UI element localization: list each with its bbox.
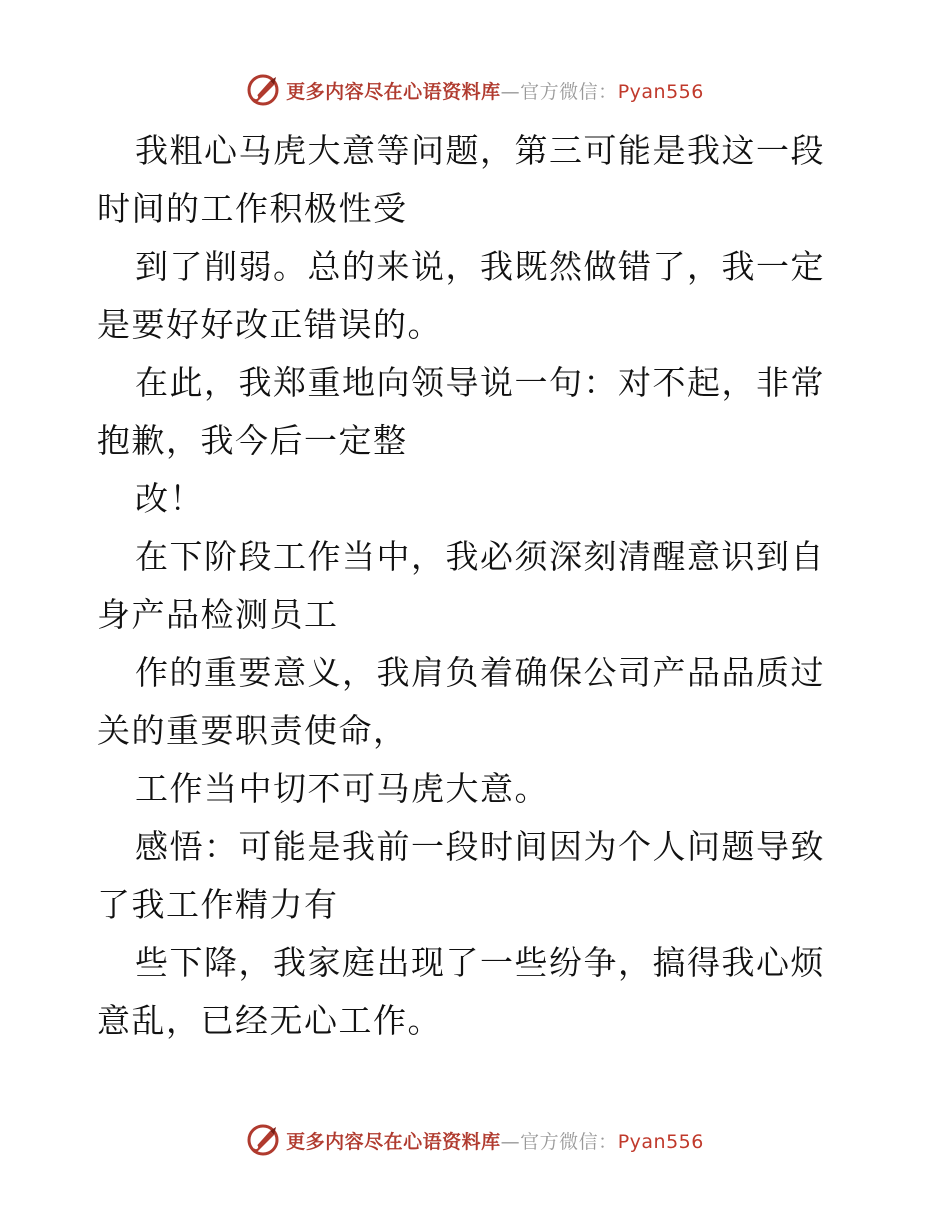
banner-separator: — bbox=[500, 1130, 521, 1153]
paragraph: 工作当中切不可马虎大意。 bbox=[135, 769, 549, 808]
paragraph: 在下阶段工作当中，我必须深刻清醒意识到自身产品检测员工 bbox=[97, 537, 825, 634]
paragraph: 感悟：可能是我前一段时间因为个人问题导致了我工作精力有 bbox=[97, 827, 825, 924]
quill-logo-icon bbox=[246, 73, 280, 107]
paragraph: 些下降，我家庭出现了一些纷争，搞得我心烦意乱，已经无心工作。 bbox=[97, 943, 825, 1040]
wechat-id: Pyan556 bbox=[617, 1130, 704, 1153]
paragraph: 到了削弱。总的来说，我既然做错了，我一定是要好好改正错误的。 bbox=[97, 247, 825, 344]
wechat-id: Pyan556 bbox=[617, 80, 704, 103]
banner-separator: — bbox=[500, 80, 521, 103]
footer-banner-text bbox=[286, 1127, 704, 1154]
document-body bbox=[97, 122, 857, 1050]
wechat-label: 官方微信： bbox=[520, 1130, 618, 1153]
footer-banner bbox=[0, 1120, 950, 1160]
site-name: 更多内容尽在心语资料库 bbox=[286, 80, 501, 103]
paragraph: 作的重要意义，我肩负着确保公司产品品质过关的重要职责使命， bbox=[97, 653, 825, 750]
paragraph: 我粗心马虎大意等问题，第三可能是我这一段时间的工作积极性受 bbox=[97, 131, 825, 228]
paragraph: 改！ bbox=[135, 479, 204, 518]
site-name: 更多内容尽在心语资料库 bbox=[286, 1130, 501, 1153]
header-banner-content bbox=[246, 73, 704, 107]
footer-banner-content bbox=[246, 1123, 704, 1157]
quill-logo-icon bbox=[246, 1123, 280, 1157]
wechat-label: 官方微信： bbox=[520, 80, 618, 103]
header-banner bbox=[0, 70, 950, 110]
header-banner-text bbox=[286, 77, 704, 104]
paragraph: 在此，我郑重地向领导说一句：对不起，非常抱歉，我今后一定整 bbox=[97, 363, 825, 460]
